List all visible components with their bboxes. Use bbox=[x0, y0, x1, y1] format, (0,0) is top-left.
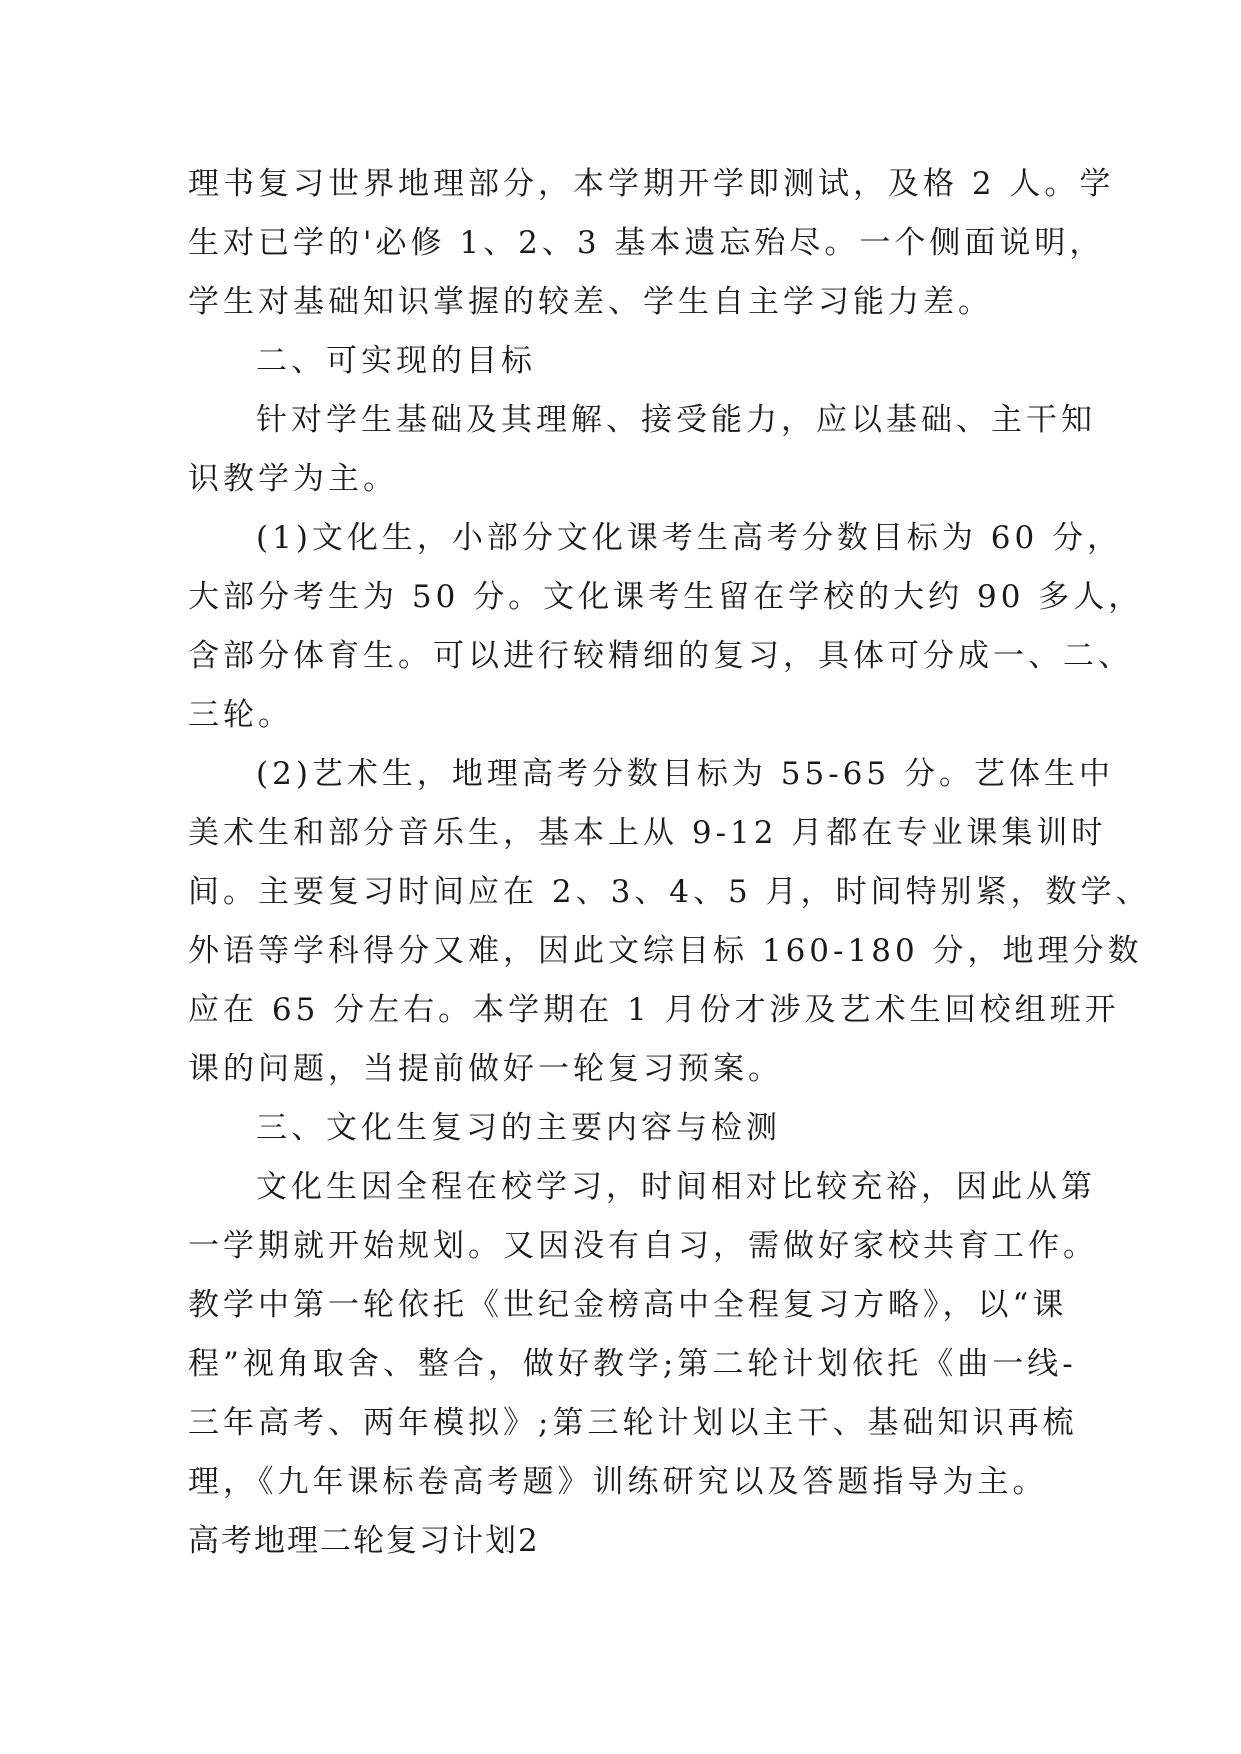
paragraph-line: 理书复习世界地理部分，本学期开学即测试，及格 2 人。学 bbox=[188, 166, 1115, 202]
paragraph-line: 含部分体育生。可以进行较精细的复习，具体可分成一、二、 bbox=[188, 638, 1133, 674]
paragraph-line: 针对学生基础及其理解、接受能力，应以基础、主干知 bbox=[256, 402, 1096, 438]
paragraph-line: 理，《九年课标卷高考题》训练研究以及答题指导为主。 bbox=[188, 1464, 1048, 1500]
document-title: 高考地理二轮复习计划2 bbox=[188, 1523, 540, 1559]
paragraph-line: 应在 65 分左右。本学期在 1 月份才涉及艺术生回校组班开 bbox=[188, 992, 1120, 1028]
paragraph-line: 生对已学的'必修 1、2、3 基本遗忘殆尽。一个侧面说明， bbox=[188, 225, 1105, 261]
paragraph-line: 教学中第一轮依托《世纪金榜高中全程复习方略》，以“课 bbox=[188, 1287, 1068, 1323]
paragraph-line: 文化生因全程在校学习，时间相对比较充裕，因此从第 bbox=[256, 1169, 1096, 1205]
paragraph-line: (1)文化生，小部分文化课考生高考分数目标为 60 分， bbox=[256, 520, 1123, 556]
document-body bbox=[188, 155, 1151, 1571]
paragraph-line: 间。主要复习时间应在 2、3、4、5 月，时间特别紧，数学、 bbox=[188, 874, 1151, 910]
paragraph-line: 一学期就开始规划。又因没有自习，需做好家校共育工作。 bbox=[188, 1228, 1098, 1264]
paragraph-line: 课的问题，当提前做好一轮复习预案。 bbox=[188, 1051, 783, 1087]
section-heading-review-content: 三、文化生复习的主要内容与检测 bbox=[256, 1110, 781, 1146]
paragraph-line: 识教学为主。 bbox=[188, 461, 398, 497]
paragraph-line: 外语等学科得分又难，因此文综目标 160-180 分，地理分数 bbox=[188, 933, 1143, 969]
paragraph-line: 大部分考生为 50 分。文化课考生留在学校的大约 90 多人， bbox=[188, 579, 1144, 615]
section-heading-goals: 二、可实现的目标 bbox=[256, 343, 536, 379]
paragraph-line: 美术生和部分音乐生，基本上从 9-12 月都在专业课集训时 bbox=[188, 815, 1107, 851]
paragraph-line: (2)艺术生，地理高考分数目标为 55-65 分。艺体生中 bbox=[256, 756, 1114, 792]
paragraph-line: 程”视角取舍、整合，做好教学;第二轮计划依托《曲一线- bbox=[188, 1346, 1077, 1382]
paragraph-line: 学生对基础知识掌握的较差、学生自主学习能力差。 bbox=[188, 284, 993, 320]
paragraph-line: 三年高考、两年模拟》;第三轮计划以主干、基础知识再梳 bbox=[188, 1405, 1078, 1441]
paragraph-line: 三轮。 bbox=[188, 697, 293, 733]
